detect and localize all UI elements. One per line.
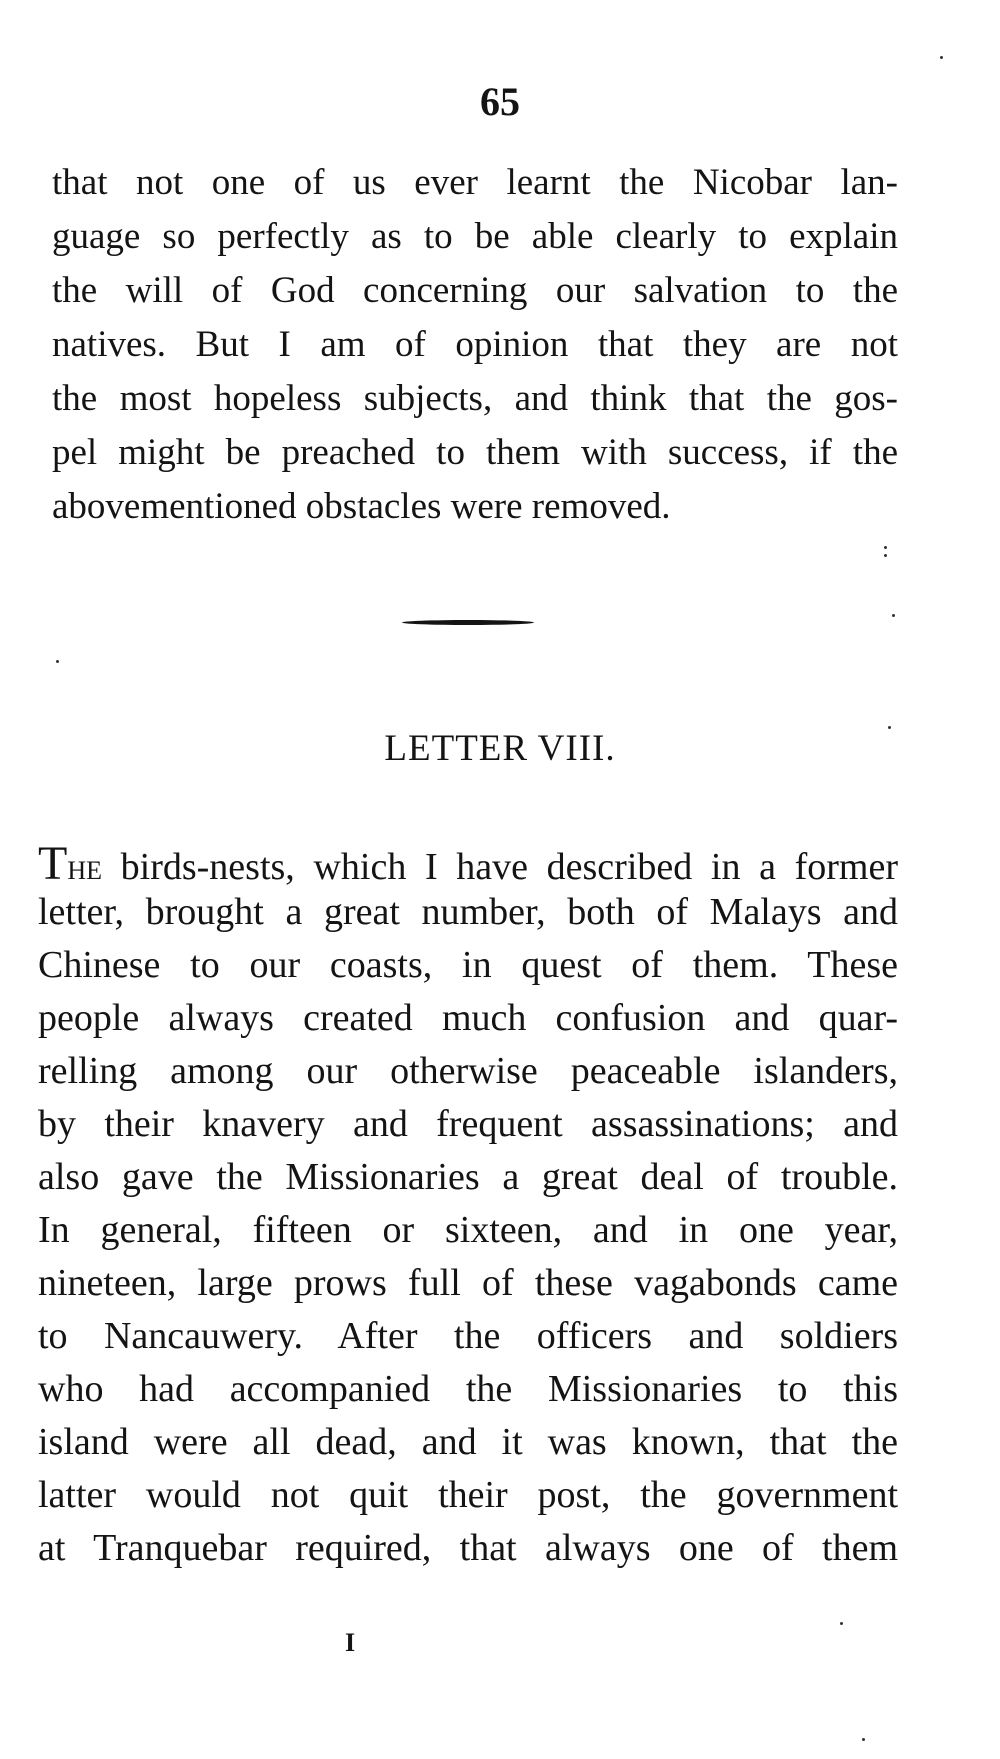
text-line: pel might be preached to them with success, if the (52, 432, 898, 473)
text-line: at Tranquebar required, that always one of them (38, 1527, 898, 1569)
section-divider-rule (402, 620, 534, 625)
text-line: the will of God concerning our salvation to the (52, 270, 898, 311)
drop-cap: T (38, 837, 68, 890)
paper-speck (888, 726, 891, 729)
text-line: nineteen, large prows full of these vagabonds came (38, 1262, 898, 1304)
text-line: island were all dead, and it was known, that the (38, 1421, 898, 1463)
page-number: 65 (480, 79, 520, 124)
text-line: also gave the Missionaries a great deal of trouble. (38, 1156, 898, 1198)
paper-speck (892, 614, 895, 617)
text-line: natives. But I am of opinion that they are not (52, 324, 898, 365)
text-line: relling among our otherwise peaceable islanders, (38, 1050, 898, 1092)
text-line: by their knavery and frequent assassinations; and (38, 1103, 898, 1145)
paper-speck (840, 1622, 843, 1625)
text-line: who had accompanied the Missionaries to this (38, 1368, 898, 1410)
text-line: Chinese to our coasts, in quest of them. These (38, 944, 898, 986)
paper-speck (56, 660, 59, 663)
text-line: latter would not quit their post, the government (38, 1474, 898, 1516)
paper-speck (884, 546, 887, 549)
text-line: letter, brought a great number, both of Malays and (38, 891, 898, 933)
text-line: the most hopeless subjects, and think that the gos- (52, 378, 898, 419)
paper-speck (862, 1738, 865, 1741)
letter-heading: LETTER VIII. (384, 728, 616, 769)
paper-speck (940, 56, 943, 59)
paper-speck (884, 554, 887, 557)
small-caps: HE (67, 856, 102, 885)
text-line: In general, fifteen or sixteen, and in one year, (38, 1209, 898, 1251)
first-line-text: birds-nests, which I have described in a former (102, 846, 898, 888)
first-text-line (38, 837, 898, 890)
text-line: that not one of us ever learnt the Nicobar lan- (52, 162, 898, 203)
text-line: abovementioned obstacles were removed. (52, 486, 671, 527)
text-line: to Nancauwery. After the officers and soldiers (38, 1315, 898, 1357)
text-line: people always created much confusion and quar- (38, 997, 898, 1039)
text-line: guage so perfectly as to be able clearly to explain (52, 216, 898, 257)
signature-mark: I (344, 1628, 356, 1657)
